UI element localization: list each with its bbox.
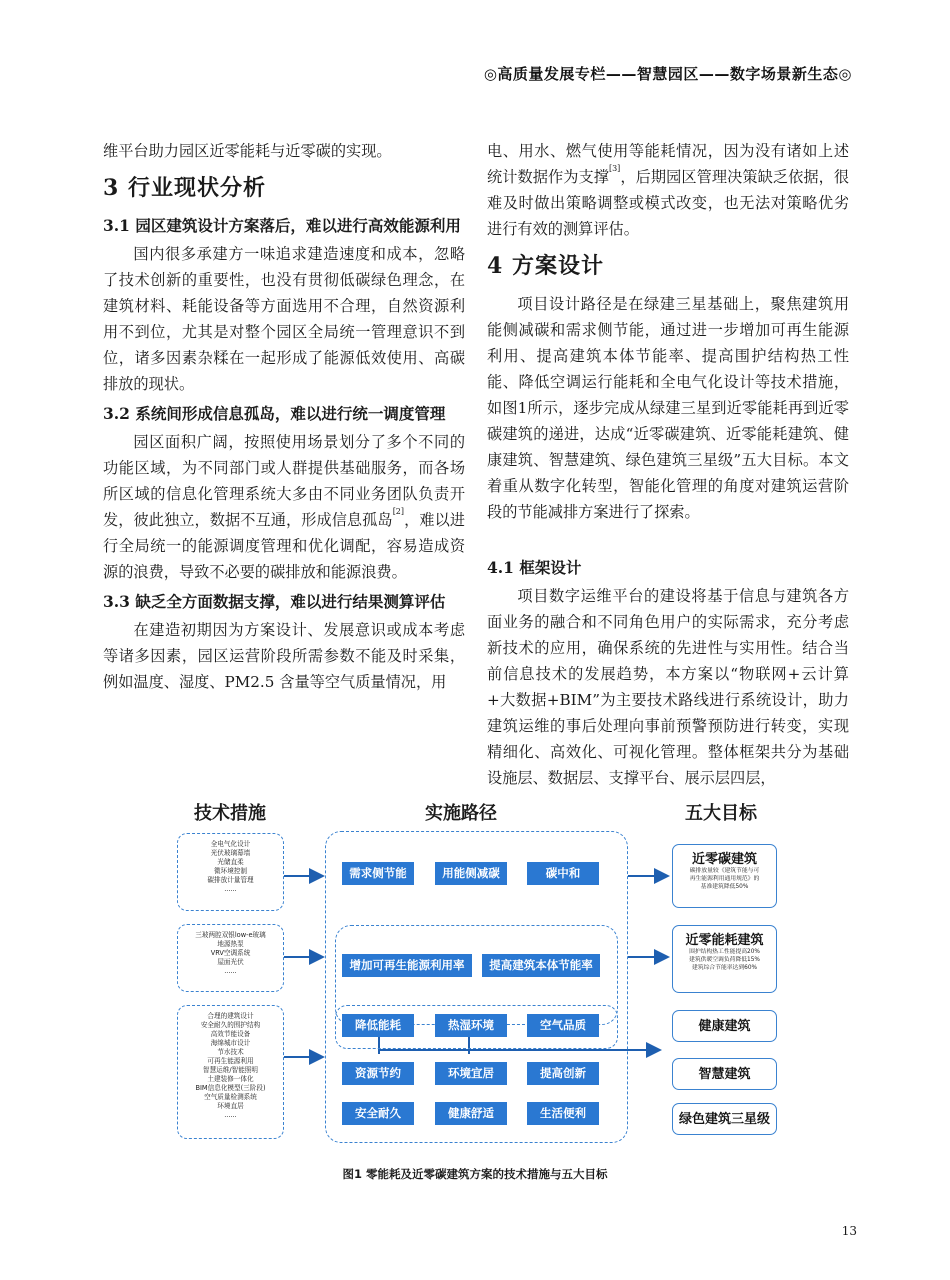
- path-resource-saving: 资源节约: [342, 1062, 414, 1085]
- path-reduce-energy: 降低能耗: [342, 1014, 414, 1037]
- left-column: [103, 138, 465, 695]
- paragraph-3-1: 国内很多承建方一味追求建造速度和成本，忽略了技术创新的重要性，也没有贯彻低碳绿色理念，在建筑材料、耗能设备等方面选用不合理，自然资源利用不到位，尤其是对整个园区全局统一管理意识不到位，诸多因素杂糅在一起形成了能源低效使用、高碳排放的现状。: [103, 245, 465, 393]
- paragraph-4: 项目设计路径是在绿建三星基础上，聚焦建筑用能侧减碳和需求侧节能，通过进一步增加可再生能源利用、提高建筑本体节能率、提高围护结构热工性能、降低空调运行能耗和全电气化设计等技术措施，如图1所示，逐步完成从绿建三星到近零能耗再到近零碳建筑的递进，达成“近零碳建筑、近零能耗建筑、健康建筑、智慧建筑、绿色建筑三星级”五大目标。本文着重从数字化转型，智能化管理的角度对建筑运营阶段的节能减排方案进行了探索。: [487, 295, 849, 521]
- tech3-item: 合理的建筑设计: [207, 1012, 254, 1020]
- tech3-item: BIM信息化模型(三阶段): [195, 1084, 266, 1092]
- tech2-item: VRV空调系统: [210, 949, 251, 957]
- citation-3: [3]: [608, 164, 621, 173]
- tech3-item: 空气质量检测系统: [204, 1093, 257, 1101]
- paragraph-4-1: 项目数字运维平台的建设将基于信息与建筑各方面业务的融合和不同角色用户的实际需求，充分考虑新技术的应用，确保系统的先进性与实用性。结合当前信息技术的发展趋势，本方案以“物联网+云计算+大数据+BIM”为主要技术路线进行系统设计，助力建筑运维的事后处理向事前预警预防进行转变，实现精细化、高效化、可视化管理。整体框架共分为基础设施层、数据层、支撑平台、展示层四层，: [487, 587, 849, 787]
- goal-near-zero-energy-desc-2: 建筑供暖空调负荷降低15%: [689, 957, 760, 963]
- goal-near-zero-carbon: [672, 844, 777, 908]
- paragraph-3-2-text-b: ，难以进行全局统一的能源调度管理和优化调配，容易造成资源的浪费，导致不必要的碳排放和能源浪费。: [103, 511, 466, 581]
- paragraph-3-2: [103, 429, 465, 585]
- goal-green-three-star: [672, 1103, 777, 1135]
- path-air-quality: 空气品质: [527, 1014, 599, 1037]
- tech3-item: 安全耐久的围护结构: [200, 1021, 261, 1029]
- figure-col-title-goals: 五大目标: [685, 803, 757, 824]
- paragraph-3-3-text-b: ，后期园区管理决策缺乏依据，很难及时做出策略调整或模式改变，也无法对策略优劣进行有效的测算评估。: [487, 168, 850, 238]
- paragraph-continuation: 维平台助力园区近零能耗与近零碳的实现。: [103, 142, 392, 160]
- tech3-item: 土建装修一体化: [207, 1075, 254, 1083]
- goal-near-zero-carbon-desc-2: 再生能源利用通用规范》的: [689, 876, 760, 882]
- section-4-heading: 4 方案设计: [487, 253, 604, 279]
- goal-near-zero-energy-desc-1: 围护结构热工性能提高20%: [689, 949, 760, 955]
- running-header: ◎高质量发展专栏——智慧园区——数字场景新生态◎: [483, 65, 852, 83]
- subsection-3-2-heading: 3.2 系统间形成信息孤岛，难以进行统一调度管理: [103, 404, 446, 423]
- paragraph-3-2-text-a: 园区面积广阔，按照使用场景划分了多个不同的功能区域，为不同部门或人群提供基础服务，而各场所区域的信息化管理系统大多由不同业务团队负责开发，彼此独立，数据不互通，形成信息孤岛: [103, 433, 465, 529]
- goal-near-zero-carbon-desc-1: 碳排放量较《建筑节能与可: [689, 868, 760, 874]
- citation-2: [2]: [392, 507, 405, 516]
- goal-healthy-building: [672, 1010, 777, 1042]
- tech3-item: 节水技术: [217, 1048, 244, 1056]
- tech1-item: 碳排放计量管理: [207, 876, 254, 884]
- tech1-item: 全电气化设计: [210, 840, 251, 848]
- goal-near-zero-energy-desc-3: 建筑综合节能率达到60%: [691, 965, 758, 971]
- path-carbon-neutral: 碳中和: [527, 862, 599, 885]
- figure-col-title-tech: 技术措施: [194, 803, 266, 824]
- path-health-comfort: 健康舒适: [435, 1102, 507, 1125]
- tech2-item: 三玻两腔双银low-e玻璃: [195, 931, 266, 939]
- figure-caption: 图1 零能耗及近零碳建筑方案的技术措施与五大目标: [342, 1167, 608, 1181]
- goal-healthy-building-title: 健康建筑: [698, 1019, 751, 1034]
- tech1-item: 光伏玻璃幕墙: [210, 849, 251, 857]
- tech1-item: 微环境控制: [214, 867, 247, 875]
- tech-measures-box-3: [177, 1005, 284, 1139]
- tech3-item: 智慧运维/智能照明: [203, 1066, 258, 1074]
- tech3-item: 海绵城市设计: [210, 1039, 251, 1047]
- right-column: [487, 138, 849, 791]
- tech2-item: ......: [224, 967, 237, 975]
- figure-1: [172, 797, 792, 1147]
- tech3-item: 环境直居: [217, 1102, 244, 1110]
- subsection-3-3-heading: 3.3 缺乏全方面数据支撑，难以进行结果测算评估: [103, 592, 446, 611]
- goal-green-three-star-title: 绿色建筑三星级: [678, 1112, 770, 1127]
- tech1-item: ......: [224, 885, 237, 893]
- page-number: 13: [841, 1224, 857, 1238]
- figure-col-title-path: 实施路径: [425, 803, 497, 824]
- goal-smart-building-title: 智慧建筑: [698, 1067, 751, 1082]
- path-innovation: 提高创新: [527, 1062, 599, 1085]
- path-renewable-energy: 增加可再生能源利用率: [342, 954, 472, 977]
- path-safety-durability: 安全耐久: [342, 1102, 414, 1125]
- tech1-item: 光储直柔: [217, 858, 244, 866]
- tech-measures-box-2: [177, 924, 284, 992]
- path-demand-side-saving: 需求侧节能: [342, 862, 414, 885]
- tech-measures-box-1: [177, 833, 284, 911]
- path-heat-humidity: 热湿环境: [435, 1014, 507, 1037]
- goal-smart-building: [672, 1058, 777, 1090]
- subsection-3-1-heading: 3.1 园区建筑设计方案落后，难以进行高效能源利用: [103, 216, 461, 235]
- paragraph-3-3-text-a: 电、用水、燃气使用等能耗情况，因为没有诸如上述统计数据作为支撑: [487, 142, 849, 186]
- tech3-item: ......: [224, 1111, 237, 1119]
- goal-near-zero-energy-title: 近零能耗建筑: [685, 933, 764, 948]
- section-3-heading: 3 行业现状分析: [103, 175, 266, 201]
- tech3-item: 高效节能设备: [210, 1030, 251, 1038]
- path-living-convenience: 生活便利: [527, 1102, 599, 1125]
- tech2-item: 地源热泵: [217, 940, 244, 948]
- goal-near-zero-carbon-desc-3: 基准建筑降低50%: [700, 884, 749, 890]
- tech3-item: 可再生能源利用: [207, 1057, 254, 1065]
- path-building-efficiency: 提高建筑本体节能率: [482, 954, 600, 977]
- subsection-4-1-heading: 4.1 框架设计: [487, 558, 582, 577]
- paragraph-3-3-continued: [487, 138, 849, 242]
- goal-near-zero-carbon-title: 近零碳建筑: [691, 852, 757, 867]
- path-energy-side-carbon-reduction: 用能侧减碳: [435, 862, 507, 885]
- tech2-item: 屋面光伏: [217, 958, 244, 966]
- goal-near-zero-energy: [672, 925, 777, 993]
- path-livable-environment: 环境宜居: [435, 1062, 507, 1085]
- paragraph-3-3: 在建造初期因为方案设计、发展意识或成本考虑等诸多因素，园区运营阶段所需参数不能及时采集，例如温度、湿度、PM2.5 含量等空气质量情况，用: [103, 621, 465, 691]
